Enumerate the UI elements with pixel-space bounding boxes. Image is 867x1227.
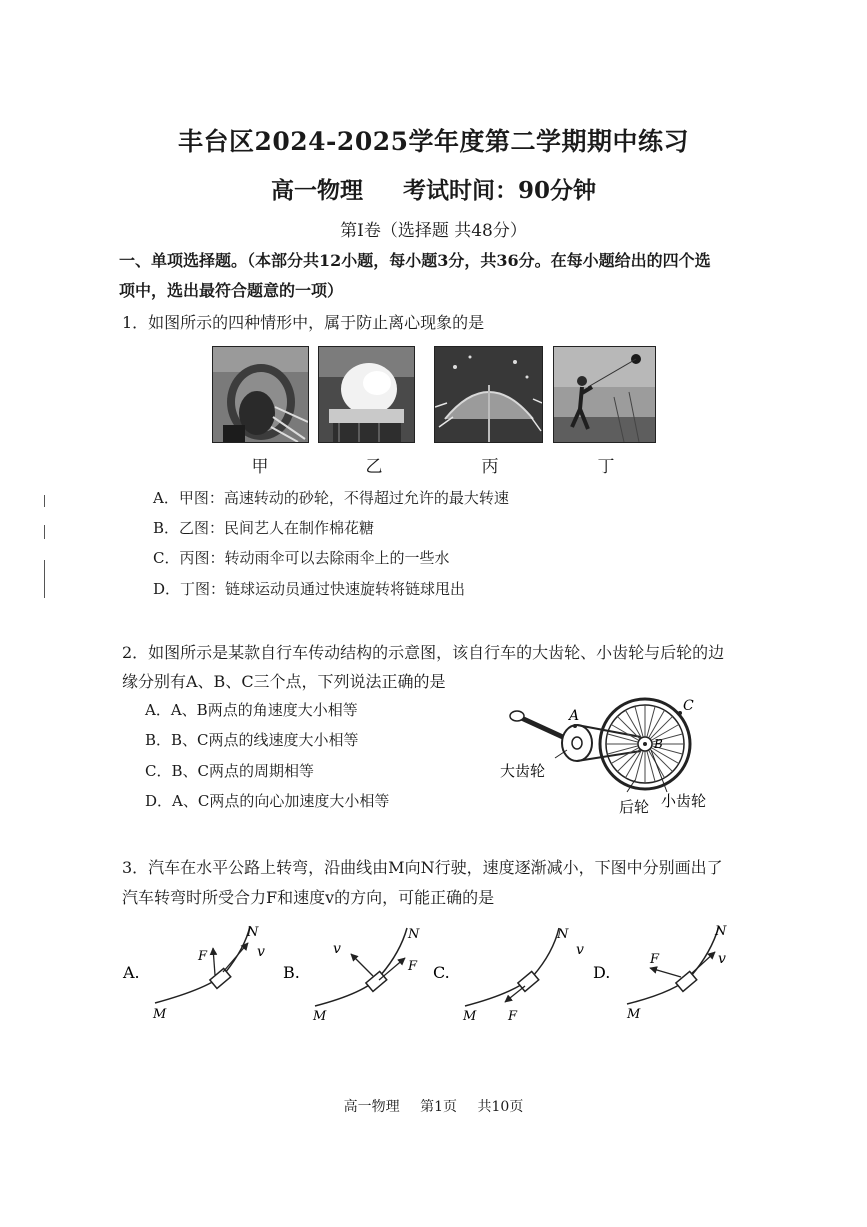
photo-umbrella <box>434 346 543 443</box>
point-a-label: A <box>569 708 580 724</box>
choice-d-f: F <box>650 952 660 967</box>
choice-b-label: B. <box>283 963 300 982</box>
choice-c-f: F <box>508 1009 518 1024</box>
footer-page: 第1页 <box>420 1099 458 1115</box>
q2-option-c: C．B、C两点的周期相等 <box>145 762 314 780</box>
caption-jia: 甲 <box>251 457 269 477</box>
footer-subject: 高一物理 <box>343 1099 400 1115</box>
choice-c-label: C. <box>433 963 450 982</box>
q3-choice-diagrams <box>115 918 755 1028</box>
small-gear-label: 小齿轮 <box>661 792 707 810</box>
choice-c-n: N <box>557 927 569 942</box>
choice-c-diagram <box>433 927 584 1024</box>
q1-option-d: D．丁图：链球运动员通过快速旋转将链球甩出 <box>153 580 466 598</box>
wheel-spoke <box>650 749 673 772</box>
volume-heading: 第Ⅰ卷（选择题 共48分） <box>340 221 527 241</box>
exam-title: 丰台区2024-2025学年度第二学期期中练习 <box>177 127 690 156</box>
choice-d-diagram <box>593 924 727 1022</box>
choice-b-f: F <box>408 959 418 974</box>
choice-a-label: A. <box>123 963 140 982</box>
choice-c-m: M <box>463 1009 477 1024</box>
wheel-spoke <box>647 706 655 737</box>
q1-option-a: A．甲图：高速转动的砂轮，不得超过允许的最大转速 <box>153 489 509 507</box>
wheel-spoke <box>647 751 655 782</box>
page-footer <box>0 1096 867 1116</box>
umbrella-image <box>435 347 542 442</box>
q2-option-a: A．A、B两点的角速度大小相等 <box>145 701 358 719</box>
wheel-spoke <box>635 751 643 782</box>
section-instructions-line2: 项中，选出最符合题意的一项） <box>119 281 344 300</box>
point-b-label: B <box>654 737 663 751</box>
choice-d-label: D. <box>593 963 611 982</box>
choice-d-m: M <box>627 1007 641 1022</box>
choice-a-m: M <box>153 1007 167 1022</box>
grinding-wheel-image <box>213 347 308 442</box>
choice-c-v: v <box>576 942 584 958</box>
margin-mark <box>44 495 45 507</box>
choice-b-v: v <box>333 941 341 957</box>
choice-d-n: N <box>715 924 727 939</box>
bicycle-transmission-diagram <box>495 688 710 818</box>
q1-option-b: B．乙图：民间艺人在制作棉花糖 <box>153 519 375 537</box>
choice-b-diagram <box>283 927 420 1024</box>
caption-bing: 丙 <box>481 457 499 477</box>
choice-d-v: v <box>718 951 726 967</box>
cotton-candy-image <box>319 347 414 442</box>
rear-wheel-label: 后轮 <box>619 798 650 816</box>
section-instructions-line1: 一、单项选择题。（本部分共12小题，每小题3分，共36分。在每小题给出的四个选 <box>119 251 711 270</box>
q2-option-b: B．B、C两点的线速度大小相等 <box>145 731 359 749</box>
choice-a-diagram <box>122 925 265 1022</box>
choice-a-v: v <box>257 944 265 960</box>
exam-subtitle <box>0 172 867 205</box>
question-1-stem: 1．如图所示的四种情形中，属于防止离心现象的是 <box>122 313 485 332</box>
point-c-label: C <box>683 698 694 714</box>
question-3-line1: 3．汽车在水平公路上转弯，沿曲线由M向N行驶，速度逐渐减小，下图中分别画出了 <box>122 858 723 877</box>
margin-mark <box>44 525 45 539</box>
choice-b-n: N <box>408 927 420 942</box>
question-3-line2: 汽车转弯时所受合力F和速度v的方向，可能正确的是 <box>122 888 495 907</box>
hammer-throw-image <box>554 347 655 442</box>
q2-option-d: D．A、C两点的向心加速度大小相等 <box>145 792 390 810</box>
wheel-spoke <box>635 706 643 737</box>
subject-label: 高一物理 <box>270 177 363 204</box>
question-2-line1: 2．如图所示是某款自行车传动结构的示意图，该自行车的大齿轮、小齿轮与后轮的边 <box>122 643 725 662</box>
choice-a-n: N <box>247 925 259 940</box>
question-2-line2: 缘分别有A、B、C三个点，下列说法正确的是 <box>122 672 446 691</box>
photo-grinding-wheel <box>212 346 309 443</box>
photo-hammer-throw <box>553 346 656 443</box>
q1-option-c: C．丙图：转动雨伞可以去除雨伞上的一些水 <box>153 549 450 567</box>
caption-yi: 乙 <box>365 457 383 477</box>
footer-total: 共10页 <box>477 1099 524 1115</box>
big-gear-label: 大齿轮 <box>500 762 546 780</box>
photo-cotton-candy <box>318 346 415 443</box>
wheel-spoke <box>650 716 673 739</box>
margin-mark <box>44 560 45 598</box>
exam-time: 考试时间：90分钟 <box>403 177 597 204</box>
choice-a-f: F <box>198 949 208 964</box>
caption-ding: 丁 <box>597 457 615 477</box>
choice-b-m: M <box>313 1009 327 1024</box>
